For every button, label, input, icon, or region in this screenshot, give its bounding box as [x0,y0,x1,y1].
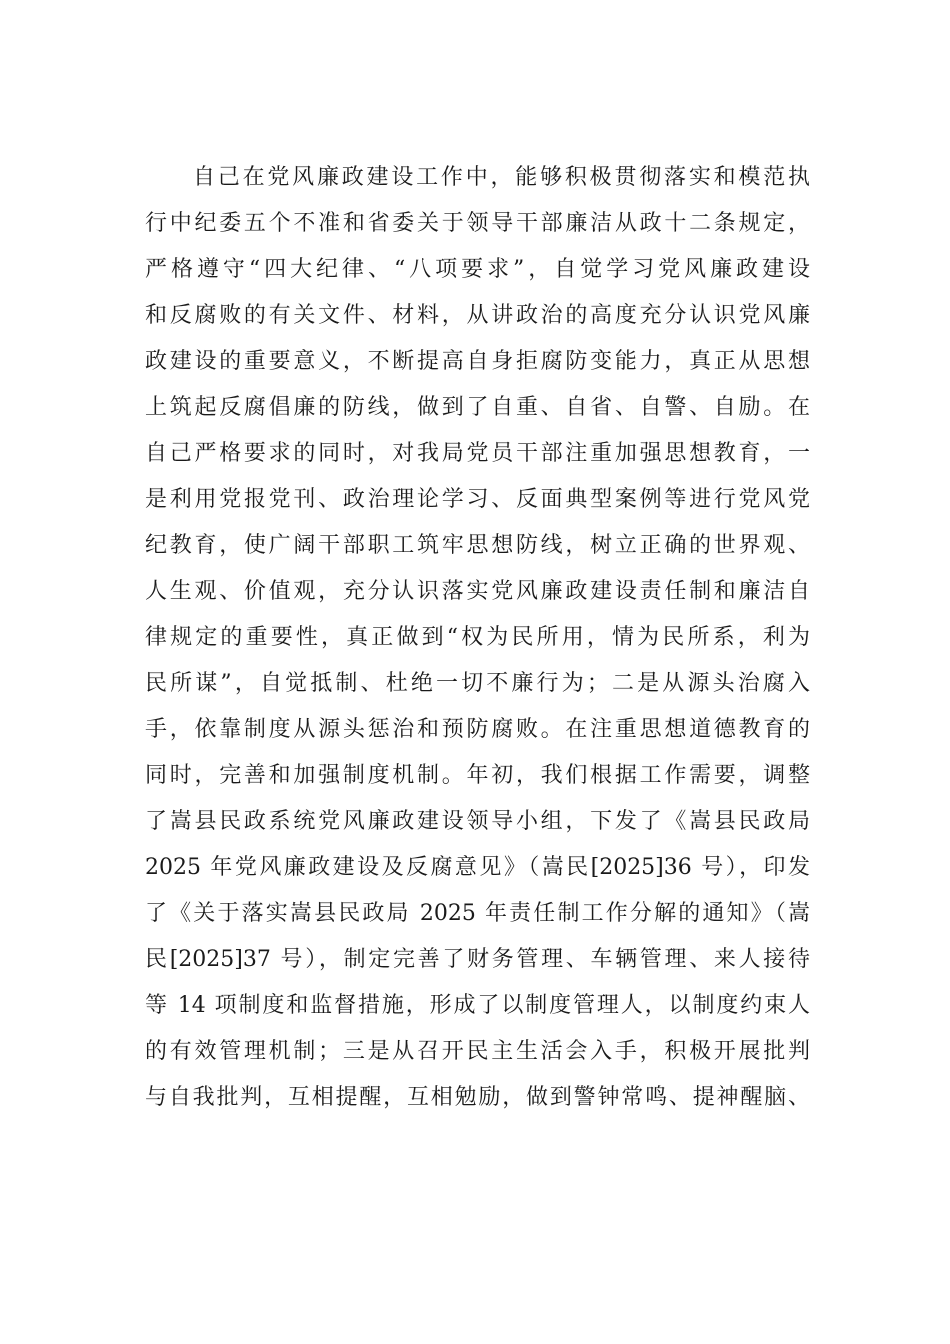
paragraph-line: 民[2025]37 号），制定完善了财务管理、车辆管理、来人接待 [145,947,810,972]
paragraph-line: 和反腐败的有关文件、材料，从讲政治的高度充分认识党风廉 [145,303,810,328]
paragraph-line: 同时，完善和加强制度机制。年初，我们根据工作需要，调整 [145,763,810,788]
body-paragraph [145,155,810,1121]
paragraph-line: 人生观、价值观，充分认识落实党风廉政建设责任制和廉洁自 [145,579,810,604]
paragraph-line: 政建设的重要意义，不断提高自身拒腐防变能力，真正从思想 [145,349,810,374]
paragraph-line: 民所谋”，自觉抵制、杜绝一切不廉行为；二是从源头治腐入 [145,671,810,696]
paragraph-line: 了嵩县民政系统党风廉政建设领导小组，下发了《嵩县民政局 [145,809,810,834]
paragraph-line: 等 14 项制度和监督措施，形成了以制度管理人，以制度约束人 [145,993,810,1018]
paragraph-line: 行中纪委五个不准和省委关于领导干部廉洁从政十二条规定， [145,211,810,236]
paragraph-line: 了《关于落实嵩县民政局 2025 年责任制工作分解的通知》（嵩 [145,901,810,926]
paragraph-line: 2025 年党风廉政建设及反腐意见》（嵩民[2025]36 号），印发 [145,855,810,880]
paragraph-line: 是利用党报党刊、政治理论学习、反面典型案例等进行党风党 [145,487,810,512]
paragraph-line: 纪教育，使广阔干部职工筑牢思想防线，树立正确的世界观、 [145,533,810,558]
paragraph-line: 严格遵守“四大纪律、“八项要求”，自觉学习党风廉政建设 [145,257,810,282]
paragraph-line: 与自我批判，互相提醒，互相勉励，做到警钟常鸣、提神醒脑、 [145,1085,810,1110]
paragraph-line: 的有效管理机制；三是从召开民主生活会入手，积极开展批判 [145,1039,810,1064]
paragraph-line: 上筑起反腐倡廉的防线，做到了自重、自省、自警、自励。在 [145,395,810,420]
paragraph-line: 自己严格要求的同时，对我局党员干部注重加强思想教育，一 [145,441,810,466]
paragraph-line: 律规定的重要性，真正做到“权为民所用，情为民所系，利为 [145,625,810,650]
paragraph-line: 手，依靠制度从源头惩治和预防腐败。在注重思想道德教育的 [145,717,810,742]
paragraph-line: 自己在党风廉政建设工作中，能够积极贯彻落实和模范执 [193,165,810,190]
